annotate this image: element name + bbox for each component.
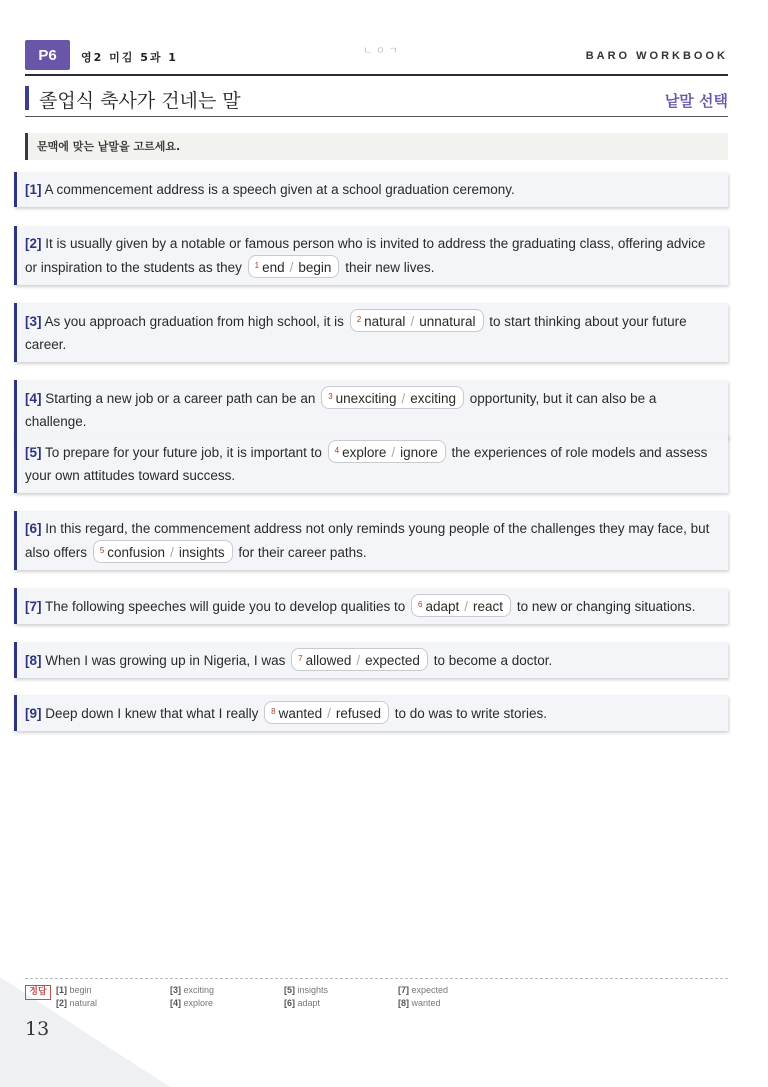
blank-number: 4 — [334, 446, 340, 455]
blank-number: 3 — [328, 392, 333, 401]
question-6 — [14, 511, 728, 570]
answer-number: [3] — [170, 985, 181, 995]
title-row — [25, 86, 728, 117]
option-a[interactable]: allowed — [305, 653, 352, 668]
answer-number: [4] — [170, 998, 181, 1008]
question-text-after: to become a doctor. — [433, 653, 553, 668]
blank-number: 2 — [356, 315, 362, 324]
question-7 — [14, 588, 728, 624]
option-b[interactable]: exciting — [410, 391, 456, 406]
answer-word: adapt — [297, 998, 321, 1008]
choice-pill — [93, 540, 233, 563]
answer-item — [170, 998, 213, 1008]
option-a[interactable]: explore — [342, 445, 387, 460]
answer-number: [7] — [398, 985, 409, 995]
question-text-after: to do was to write stories. — [394, 706, 548, 721]
page-number: 13 — [25, 1018, 50, 1040]
answer-item — [284, 985, 328, 995]
option-b[interactable]: insights — [178, 545, 225, 560]
answer-item — [56, 998, 97, 1008]
option-b[interactable]: expected — [365, 653, 420, 668]
answer-word: expected — [411, 985, 449, 995]
question-3 — [14, 303, 728, 362]
blank-number: 7 — [298, 654, 303, 663]
question-text: Starting a new job or a career path can be an — [45, 391, 316, 406]
question-1 — [14, 172, 728, 207]
option-b[interactable]: react — [473, 599, 504, 614]
option-b[interactable]: refused — [335, 706, 381, 721]
choice-pill — [321, 386, 464, 409]
page-title: 졸업식 축사가 건네는 말 — [39, 90, 241, 112]
choice-pill — [350, 309, 484, 332]
option-separator: / — [410, 314, 415, 329]
question-text: The following speeches will guide you to develop qualities to — [45, 599, 406, 614]
answer-number: [5] — [284, 985, 295, 995]
answer-item — [398, 985, 448, 995]
question-text-after: for their career paths. — [238, 545, 367, 560]
question-8 — [14, 642, 728, 678]
answer-item — [170, 985, 214, 995]
option-separator: / — [391, 445, 396, 460]
question-text: When I was growing up in Nigeria, I was — [45, 653, 286, 668]
choice-pill — [248, 255, 340, 278]
blank-number: 8 — [271, 707, 276, 716]
answer-word: insights — [297, 985, 329, 995]
question-text-after: the experiences of role models and assess your own attitudes toward success. — [25, 445, 708, 483]
option-separator: / — [401, 391, 406, 406]
title-accent-bar — [25, 86, 29, 110]
question-number: [7] — [25, 599, 42, 614]
course-label: 영2 미김 5과 1 — [81, 51, 178, 64]
question-text: A commencement address is a speech given at a school graduation ceremony. — [44, 182, 515, 197]
option-b[interactable]: unnatural — [419, 314, 476, 329]
question-text: As you approach graduation from high school, it is — [44, 314, 344, 329]
answer-number: [6] — [284, 998, 295, 1008]
question-number: [1] — [25, 182, 42, 197]
choice-pill — [264, 701, 389, 724]
answer-number: [8] — [398, 998, 409, 1008]
question-text: To prepare for your future job, it is important to — [45, 445, 322, 460]
question-text-after: opportunity, but it can also be a challenge. — [25, 391, 657, 429]
option-separator: / — [289, 260, 294, 275]
answer-number: [2] — [56, 998, 67, 1008]
choice-pill — [291, 648, 428, 671]
brand-label: BARO WORKBOOK — [585, 50, 728, 62]
option-separator: / — [170, 545, 174, 560]
answer-number: [1] — [56, 985, 67, 995]
question-text: It is usually given by a notable or famous person who is invited to address the graduating class, offering advice or inspiration to the students as they — [25, 236, 706, 275]
page-badge: P6 — [25, 40, 70, 70]
answer-word: explore — [183, 998, 214, 1008]
option-a[interactable]: wanted — [278, 706, 323, 721]
page-header — [25, 40, 728, 76]
answer-key-label: 정답 — [25, 985, 51, 1000]
blank-number: 5 — [99, 546, 105, 555]
blank-number: 6 — [418, 600, 423, 609]
question-number: [2] — [25, 236, 42, 251]
option-separator: / — [464, 599, 469, 614]
answer-word: begin — [69, 985, 92, 995]
option-a[interactable]: end — [262, 260, 285, 275]
option-b[interactable]: ignore — [400, 445, 438, 460]
question-text: In this regard, the commencement address not only reminds young people of the challenges they may face, but also offers — [25, 521, 710, 560]
answer-word: exciting — [183, 985, 215, 995]
option-a[interactable]: adapt — [425, 599, 460, 614]
question-text: Deep down I knew that what I really — [45, 706, 259, 721]
choice-pill — [328, 440, 446, 463]
option-b[interactable]: begin — [298, 260, 332, 275]
question-text-after: to new or changing situations. — [516, 599, 696, 614]
option-a[interactable]: confusion — [107, 545, 166, 560]
answer-item — [398, 998, 441, 1008]
exercise-type-tag: 낱말 선택 — [664, 92, 728, 110]
question-number: [3] — [25, 314, 42, 329]
question-number: [8] — [25, 653, 42, 668]
question-number: [5] — [25, 445, 42, 460]
question-2 — [14, 226, 728, 285]
blank-number: 1 — [254, 261, 260, 270]
answer-item — [284, 998, 320, 1008]
option-separator: / — [356, 653, 361, 668]
question-number: [4] — [25, 391, 42, 406]
question-5 — [14, 434, 728, 493]
option-separator: / — [327, 706, 331, 721]
question-4 — [14, 380, 728, 439]
question-number: [9] — [25, 706, 42, 721]
option-a[interactable]: natural — [364, 314, 406, 329]
question-text-after: to start thinking about your future career. — [25, 314, 687, 352]
top-mark: ㄴㅇㄱ — [363, 46, 401, 57]
question-text-after: their new lives. — [345, 260, 435, 275]
answer-word: wanted — [411, 998, 441, 1008]
answer-item — [56, 985, 92, 995]
question-9 — [14, 695, 728, 731]
answer-key — [25, 978, 728, 1008]
question-number: [6] — [25, 521, 42, 536]
answer-word: natural — [69, 998, 98, 1008]
instruction-box: 문맥에 맞는 낱말을 고르세요. — [25, 133, 728, 160]
option-a[interactable]: unexciting — [335, 391, 397, 406]
choice-pill — [411, 594, 511, 617]
